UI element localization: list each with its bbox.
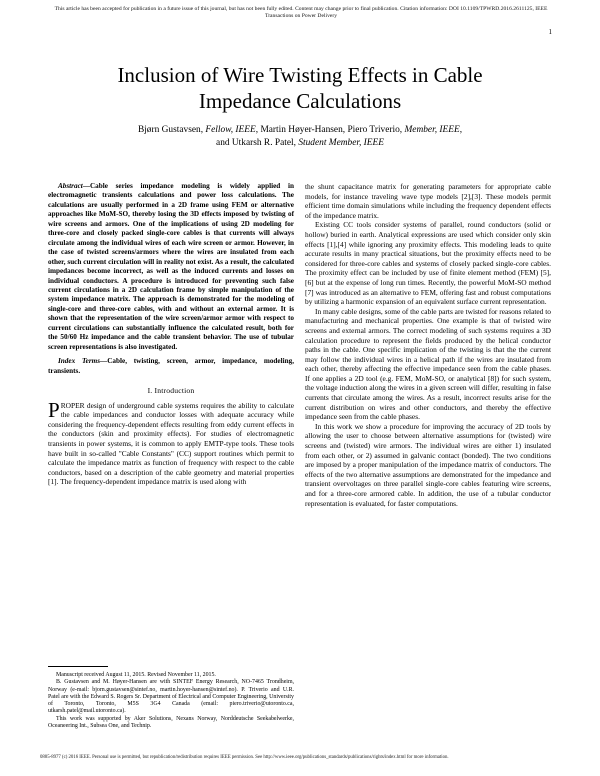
drop-cap: P [48,397,60,422]
footnote-affiliations: B. Gustavsen and M. Høyer-Hansen are with SINTEF Energy Research, NO-7465 Trondheim, Norway (e-mail: bjorn.gustavsen@sintef.no, martin.hoyer-hansen@sintef.no). P. Triverio and U.R. Patel are with the Edward S. Rogers Sr. Department of Electrical and Computer Engineering, University of Toronto, Toronto, M5S 3G4 Canada (email: piero.triverio@utoronto.ca, utkarsh.patel@mail.utoronto.ca). [48,679,294,715]
footnote-support: This work was supported by Aker Solutions, Nexans Norway, Norddeutsche Seekabelwerke, Oceaneering Int., Subsea One, and Technip. [48,715,294,730]
footnote-rule [48,666,108,667]
author-text: Bjørn Gustavsen, [137,125,206,135]
author-text: and Utkarsh R. Patel, [216,137,299,148]
author-line-2 [60,137,540,150]
left-column [48,182,294,487]
author-membership: Member, IEEE [404,125,460,135]
abstract-label: Abstract [58,182,83,190]
introduction-text: ROPER design of underground cable systems requires the ability to calculate the cable impedances and conductor losses with adequate accuracy while considering the frequency-dependent effects resulting from eddy current effects in the conductors (skin and proximity effects). For studies of electromagnetic transients in power systems, it is common to apply EMTP-type tools. These tools have built in so-called "Cable Constants" (CC) support routines which permit to calculate the impedance matrix as function of frequency with respect to the cable conductors, based on a description of the cable geometry and material properties [1]. The frequency-dependent impedance matrix is used along with [48,400,294,487]
right-paragraph-1: the shunt capacitance matrix for generating parameters for appropriate cable models, for instance traveling wave type models [2],[3]. These models permit efficient time domain simulations while including the frequency dependent effects of the impedance matrix. [305,182,551,220]
author-line-1 [60,124,540,137]
page-number: 1 [548,28,552,36]
header-notice: This article has been accepted for publication in a future issue of this journal, but has not been fully edited. Content may change prior to final publication. Citation information: DOI 10.1109/TPWRD.2016.2611125, IEEE Transactions on Power Delivery [54,6,548,19]
right-paragraph-4: In this work we show a procedure for improving the accuracy of 2D tools by allowing the user to choose between alternative assumptions for (twisted) wire screens and (twisted) wire armors. The individual wires are either 1) insulated from each other, or 2) assumed in galvanic contact (bonded). The two conditions are imposed by a proper manipulation of the impedance matrix of conductors. The effects of the two alternative assumptions are demonstrated for the impedance and transient overvoltages on three parallel single-core cables featuring wire screens, and for a three-core armored cable. In addition, the use of a tubular conductor representation is evaluated, for faster computations. [305,421,551,508]
title-line-2: Impedance Calculations [198,89,402,113]
right-column [305,182,551,508]
index-terms [48,357,294,376]
section-heading-introduction: I. Introduction [147,386,195,396]
title-line-1: Inclusion of Wire Twisting Effects in Cable [117,63,483,87]
footnotes [48,666,294,730]
author-text: , [459,125,463,135]
author-membership: Student Member, IEEE [298,137,384,148]
author-membership: Fellow, IEEE [205,125,256,135]
introduction-paragraph [48,397,294,487]
index-terms-text: —Cable, twisting, screen, armor, impedance, modeling, transients. [48,357,294,375]
author-list [60,124,540,149]
author-text: , Martin Høyer-Hansen, Piero Triverio, [255,125,405,135]
footnote-received: Manuscript received August 11, 2015. Revised November 11, 2015. [56,672,216,678]
abstract-text: —Cable series impedance modeling is widely applied in electromagnetic transients calculations and power loss calculations. The calculations are usually performed in a 2D frame using FEM or alternative approaches like MoM-SO, thereby losing the 3D effects imposed by twisting of wire screens and armors. One of the implications of using 2D modeling for three-core and closely packed single-core cables is that currents will always circulate among the individual wires of each wire screen or armor. However, in the case of twisted screens/armors where the wires are insulated from each other, such current circulation will in reality not exist. As a result, the calculated impedances become incorrect, as well as the induced currents and losses on individual conductors. A procedure is introduced for preventing such false current circulations in a 2D calculation frame by simple manipulation of the system impedance matrix. The approach is demonstrated for the modeling of single-core and three-core cables, with and without an external armor. It is shown that the representation of the wire screen/armor armor with respect to current circulations can substantially influence the calculated result, both for the 50/60 Hz impedance and the cable transient behavior. The use of tubular screen representations is also investigated. [48,182,294,351]
right-paragraph-3: In many cable designs, some of the cable parts are twisted for reasons related to manufacturing and mechanical properties. One example is that of twisted wire screens and external armors. The correct modeling of such systems requires a 3D calculation procedure to represent the fields produced by the helical conductor paths in the cable. One specific implication of the twisting is that the the current may follow the individual wires in a helical path if the wires are insulated from each other, thereby affecting the effective impedance seen from the cable phases. If one applies a 2D tool (e.g. FEM, MoM-SO, or analytical [8]) for such system, the voltage induction along the wires in a given screen will differ, resulting in false currents that circulate among the wires. As a result, incorrect results arise for the current distribution on wires and other conductors, and thereby the effective impedance seen from the cable phases. [305,306,551,422]
paper-title [40,62,560,114]
index-terms-label: Index Terms [58,357,101,366]
right-paragraph-2: Existing CC tools consider systems of parallel, round conductors (solid or hollow) buried in earth. Analytical expressions are used which consider only skin effects [1],[4] while ignoring any proximity effects. This modeling leads to quite accurate results in many practical situations, but the proximity effects need to be considered for three-core cables and systems of closely packed single-core cables. The proximity effect can be included by use of finite element method (FEM) [5],[6] but at the expense of long run times. Recently, the powerful MoM-SO method [7] was introduced as an alternative to FEM, offering fast and robust computations by utilizing a harmonic expansion of an equivalent surface current representation. [305,220,551,307]
abstract [48,182,294,352]
copyright-footer: 0885-8977 (c) 2016 IEEE. Personal use is permitted, but republication/redistribution requires IEEE permission. See http://www.ieee.org/publications_standards/publications/rights/index.html for more information. [40,755,449,760]
